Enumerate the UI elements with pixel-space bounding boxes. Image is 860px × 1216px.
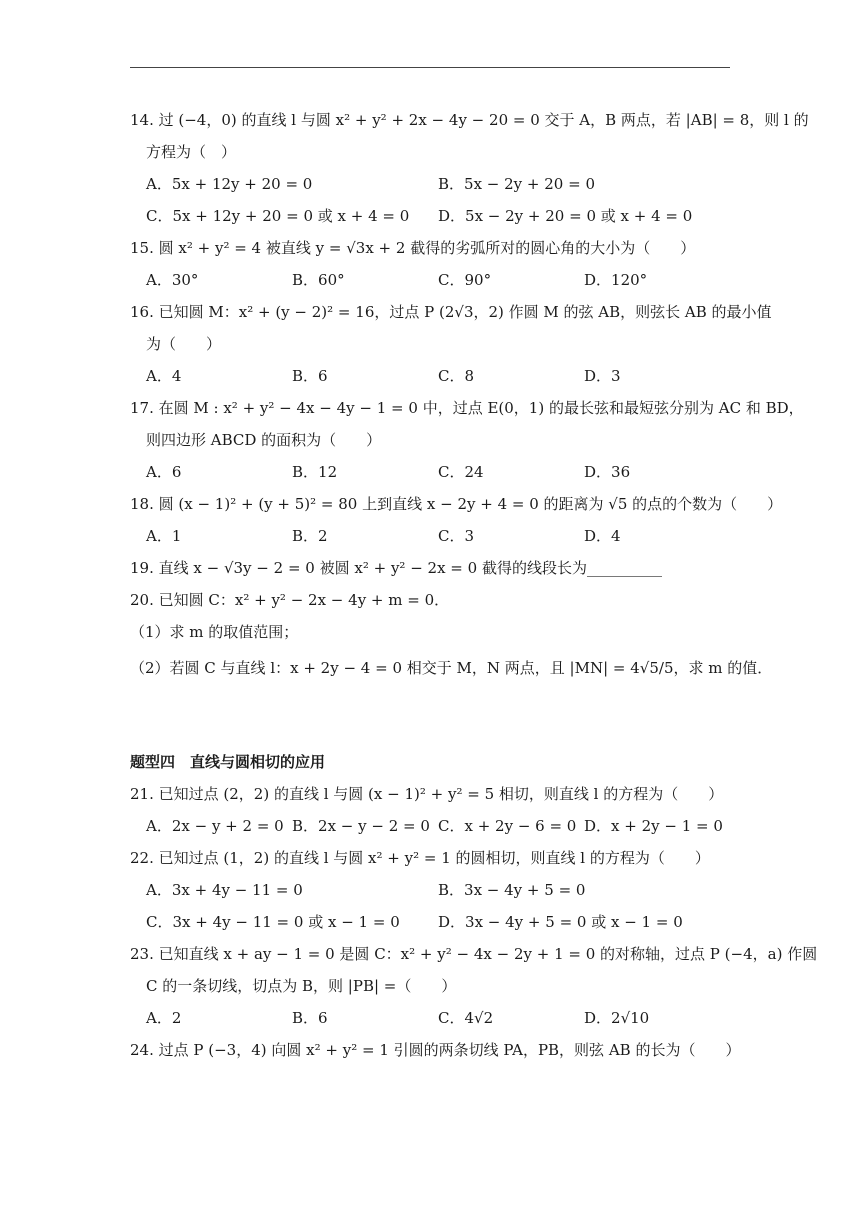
q17-stem-cont: 则四边形 ABCD 的面积为（ ） (146, 431, 382, 449)
q22-option-c: C．3x + 4y − 11 = 0 或 x − 1 = 0 (146, 913, 400, 931)
q24-stem: 24. 过点 P (−3，4) 向圆 x² + y² = 1 引圆的两条切线 PA，PB，则弦 AB 的长为（ ） (130, 1041, 741, 1059)
q18-option-a: A．1 (146, 527, 182, 545)
q22-option-d: D．3x − 4y + 5 = 0 或 x − 1 = 0 (438, 913, 683, 931)
q23-options (130, 1002, 730, 1034)
q14-option-b: B．5x − 2y + 20 = 0 (438, 175, 595, 193)
q22-options-row1 (130, 874, 730, 906)
q22-options-row2 (130, 906, 730, 938)
q15-option-d: D．120° (584, 271, 648, 289)
q16-options (130, 360, 730, 392)
q17-options (130, 456, 730, 488)
q22-option-a: A．3x + 4y − 11 = 0 (146, 881, 303, 899)
q17-option-b: B．12 (292, 463, 338, 481)
q17-option-d: D．36 (584, 463, 631, 481)
q22-stem: 22. 已知过点 (1，2) 的直线 l 与圆 x² + y² = 1 的圆相切，则直线 l 的方程为（ ） (130, 849, 710, 867)
q14-options-row1 (130, 168, 730, 200)
q21-option-c: C．x + 2y − 6 = 0 (438, 817, 577, 835)
q14-stem-cont: 方程为（ ） (146, 143, 237, 161)
q14-option-a: A．5x + 12y + 20 = 0 (146, 175, 313, 193)
q18-option-c: C．3 (438, 527, 475, 545)
q16-option-a: A．4 (146, 367, 182, 385)
q14-option-d: D．5x − 2y + 20 = 0 或 x + 4 = 0 (438, 207, 693, 225)
q14-option-c: C．5x + 12y + 20 = 0 或 x + 4 = 0 (146, 207, 410, 225)
q18-stem: 18. 圆 (x − 1)² + (y + 5)² = 80 上到直线 x − 2y + 4 = 0 的距离为 √5 的点的个数为（ ） (130, 495, 783, 513)
q23-option-b: B．6 (292, 1009, 328, 1027)
q16-option-d: D．3 (584, 367, 621, 385)
q20-stem: 20. 已知圆 C：x² + y² − 2x − 4y + m = 0． (130, 591, 450, 609)
q17-option-a: A．6 (146, 463, 182, 481)
q15-options (130, 264, 730, 296)
worksheet (130, 104, 818, 1066)
q15-option-a: A．30° (146, 271, 199, 289)
q23-option-c: C．4√2 (438, 1009, 494, 1027)
q21-options (130, 810, 730, 842)
section-title: 题型四 直线与圆相切的应用 (130, 753, 326, 771)
header-rule (130, 67, 730, 68)
q16-option-c: C．8 (438, 367, 475, 385)
q15-stem: 15. 圆 x² + y² = 4 被直线 y = √3x + 2 截得的劣弧所对的圆心角的大小为（ ） (130, 239, 696, 257)
q21-option-a: A．2x − y + 2 = 0 (146, 817, 284, 835)
q22-option-b: B．3x − 4y + 5 = 0 (438, 881, 586, 899)
q17-option-c: C．24 (438, 463, 484, 481)
q15-option-b: B．60° (292, 271, 345, 289)
q16-stem: 16. 已知圆 M：x² + (y − 2)² = 16，过点 P (2√3，2) 作圆 M 的弦 AB，则弦长 AB 的最小值 (130, 303, 772, 321)
q18-option-d: D．4 (584, 527, 621, 545)
q23-option-d: D．2√10 (584, 1009, 650, 1027)
q21-option-d: D．x + 2y − 1 = 0 (584, 817, 723, 835)
q16-stem-cont: 为（ ） (146, 335, 222, 353)
q21-option-b: B．2x − y − 2 = 0 (292, 817, 430, 835)
q14-stem: 14. 过 (−4，0) 的直线 l 与圆 x² + y² + 2x − 4y − 20 = 0 交于 A，B 两点，若 |AB| = 8，则 l 的 (130, 111, 809, 129)
q16-option-b: B．6 (292, 367, 328, 385)
q19-stem: 19. 直线 x − √3y − 2 = 0 被圆 x² + y² − 2x = 0 截得的线段长为__________ (130, 559, 662, 577)
q20-part1: （1）求 m 的取值范围； (130, 623, 299, 641)
q20-part2: （2）若圆 C 与直线 l：x + 2y − 4 = 0 相交于 M，N 两点，且 |MN| = 4√5/5，求 m 的值． (130, 659, 773, 677)
q21-stem: 21. 已知过点 (2，2) 的直线 l 与圆 (x − 1)² + y² = 5 相切，则直线 l 的方程为（ ） (130, 785, 724, 803)
q23-stem-cont: C 的一条切线，切点为 B，则 |PB| =（ ） (146, 977, 457, 995)
q17-stem: 17. 在圆 M : x² + y² − 4x − 4y − 1 = 0 中，过点 E(0，1) 的最长弦和最短弦分别为 AC 和 BD， (130, 399, 804, 417)
q23-stem: 23. 已知直线 x + ay − 1 = 0 是圆 C：x² + y² − 4x − 2y + 1 = 0 的对称轴，过点 P (−4，a) 作圆 (130, 945, 818, 963)
section-spacer (130, 688, 730, 746)
q15-option-c: C．90° (438, 271, 492, 289)
q14-options-row2 (130, 200, 730, 232)
q18-option-b: B．2 (292, 527, 328, 545)
q18-options (130, 520, 730, 552)
q23-option-a: A．2 (146, 1009, 182, 1027)
